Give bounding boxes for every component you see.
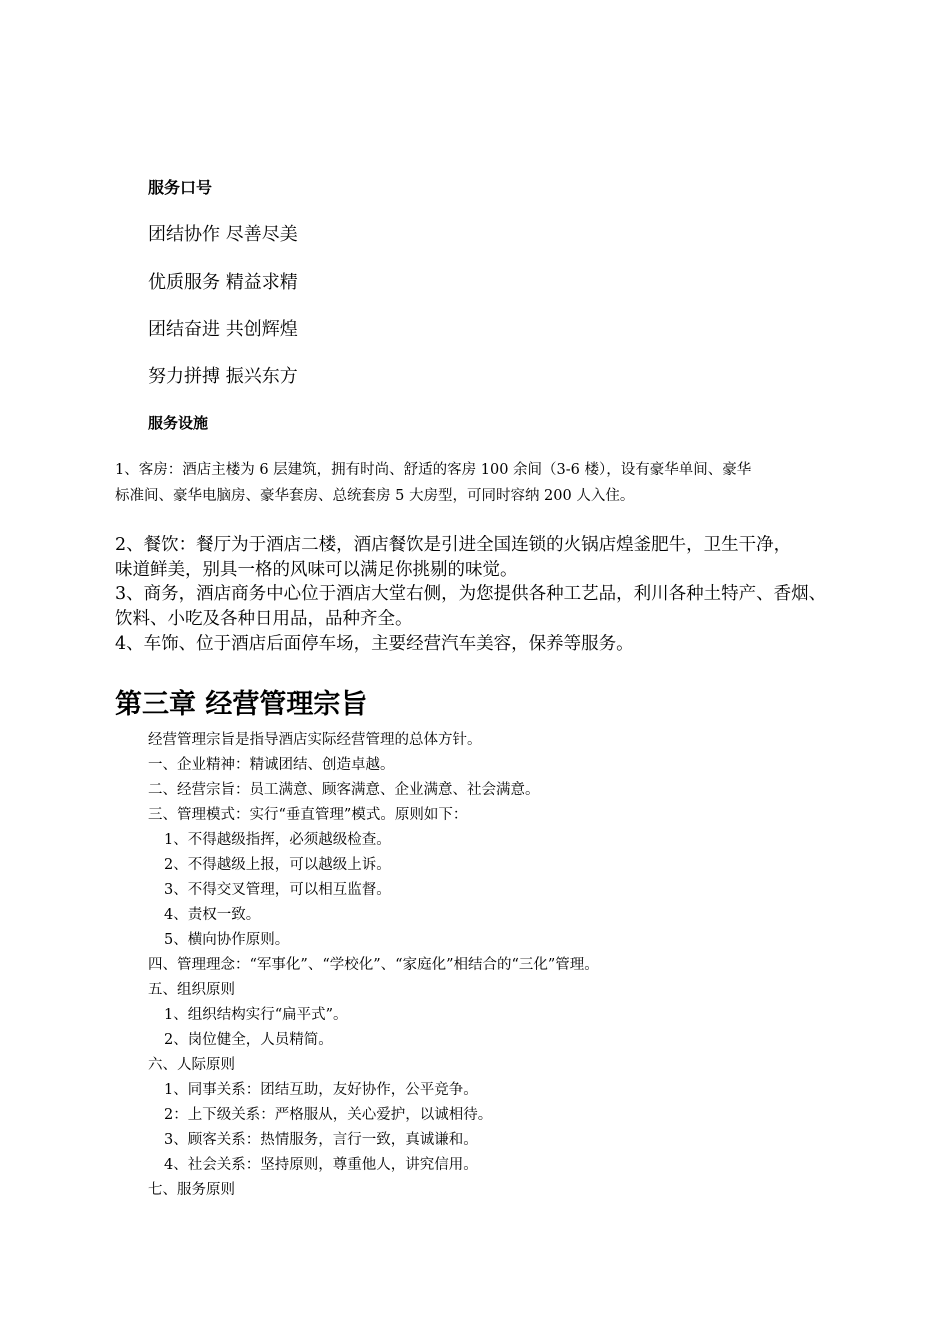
slogan-line-3: 团结奋进 共创辉煌 xyxy=(148,319,298,340)
slogan-line-2: 优质服务 精益求精 xyxy=(148,272,298,293)
slogan-line-1: 团结协作 尽善尽美 xyxy=(148,224,298,245)
facility-business-line-2: 饮料、小吃及各种日用品，品种齐全。 xyxy=(115,609,413,629)
principle-item: 七、服务原则 xyxy=(148,1182,235,1198)
principle-subitem: 5、横向协作原则。 xyxy=(164,932,290,948)
facility-rooms-line-2: 标准间、豪华电脑房、豪华套房、总统套房 5 大房型，可同时容纳 200 人入住。 xyxy=(115,488,635,504)
principle-subitem: 2、不得越级上报，可以越级上诉。 xyxy=(164,857,391,873)
principle-subitem: 1、组织结构实行“扁平式”。 xyxy=(164,1007,348,1023)
principle-subitem: 2、岗位健全，人员精简。 xyxy=(164,1032,333,1048)
chapter-heading: 第三章 经营管理宗旨 xyxy=(115,689,368,720)
principle-subitem: 1、同事关系：团结互助，友好协作，公平竞争。 xyxy=(164,1082,478,1098)
principle-item: 六、人际原则 xyxy=(148,1057,235,1073)
principle-subitem: 4、责权一致。 xyxy=(164,907,261,923)
principle-subitem: 4、社会关系：坚持原则，尊重他人，讲究信用。 xyxy=(164,1157,478,1173)
facilities-heading: 服务设施 xyxy=(148,414,209,432)
principle-item: 五、组织原则 xyxy=(148,982,235,998)
slogan-line-4: 努力拼搏 振兴东方 xyxy=(148,366,298,387)
chapter-intro: 经营管理宗旨是指导酒店实际经营管理的总体方针。 xyxy=(148,732,482,748)
facility-business-line-1: 3、商务，酒店商务中心位于酒店大堂右侧，为您提供各种工艺品，利川各种土特产、香烟、 xyxy=(115,584,827,604)
facility-dining-line-1: 2、餐饮：餐厅为于酒店二楼，酒店餐饮是引进全国连锁的火锅店煌釜肥牛，卫生干净， xyxy=(115,535,792,555)
principle-item: 二、经营宗旨：员工满意、顾客满意、企业满意、社会满意。 xyxy=(148,782,540,798)
principle-subitem: 2：上下级关系：严格服从，关心爱护，以诚相待。 xyxy=(164,1107,493,1123)
facility-rooms-line-1: 1、客房：酒店主楼为 6 层建筑，拥有时尚、舒适的客房 100 余间（3-6 楼），设有豪华单间、豪华 xyxy=(115,462,752,478)
principle-item: 一、企业精神：精诚团结、创造卓越。 xyxy=(148,757,395,773)
principle-subitem: 1、不得越级指挥，必须越级检查。 xyxy=(164,832,391,848)
principle-item: 三、管理模式：实行“垂直管理”模式。原则如下： xyxy=(148,807,468,823)
principle-item: 四、管理理念：“军事化”、“学校化”、“家庭化”相结合的“三化”管理。 xyxy=(148,957,599,973)
facility-dining-line-2: 味道鲜美，别具一格的风味可以满足你挑剔的味觉。 xyxy=(115,560,518,580)
principle-subitem: 3、不得交叉管理，可以相互监督。 xyxy=(164,882,391,898)
principle-subitem: 3、顾客关系：热情服务，言行一致，真诚谦和。 xyxy=(164,1132,478,1148)
facility-car-line: 4、车饰、位于酒店后面停车场，主要经营汽车美容，保养等服务。 xyxy=(115,634,634,654)
slogan-heading: 服务口号 xyxy=(148,178,213,197)
